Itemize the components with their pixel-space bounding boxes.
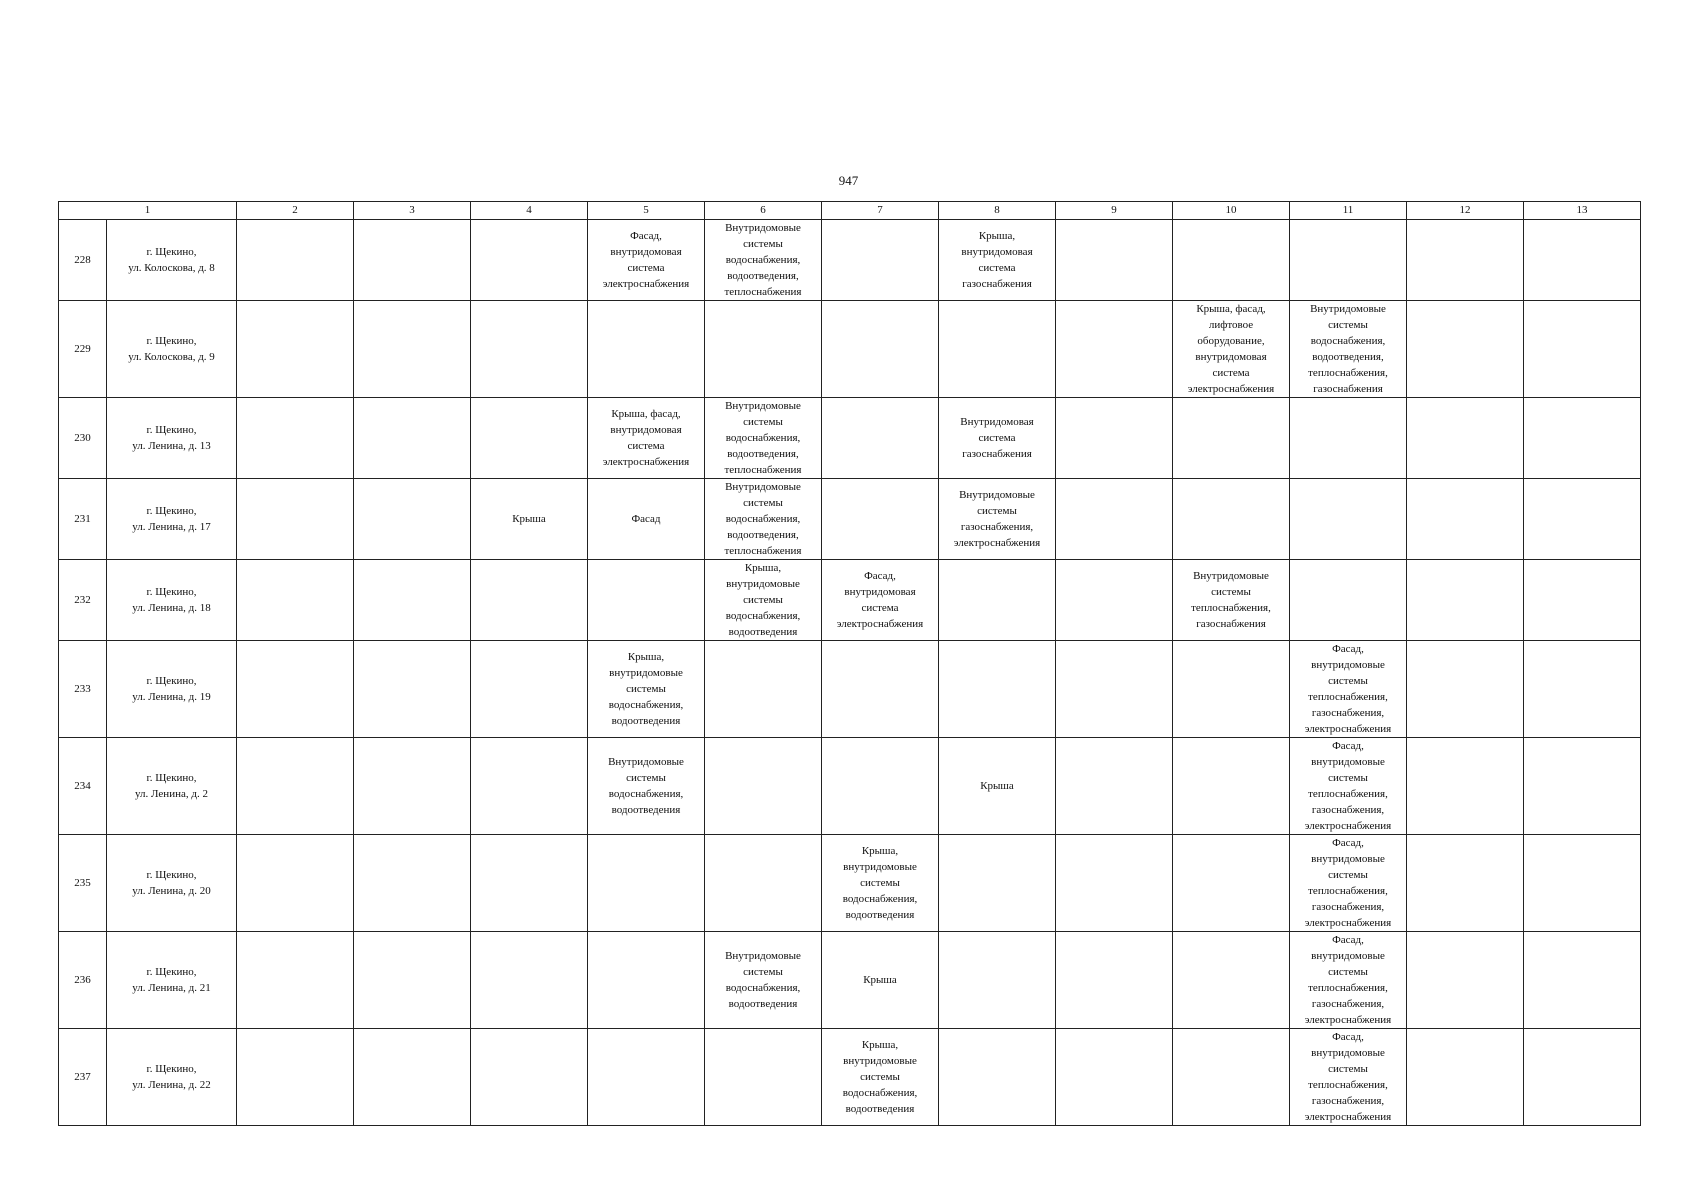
address-cell: г. Щекино, ул. Ленина, д. 19 bbox=[107, 641, 237, 738]
table-row bbox=[59, 738, 1641, 835]
work-cell-col-5 bbox=[588, 560, 705, 641]
work-cell-col-7 bbox=[822, 398, 939, 479]
work-cell-col-2 bbox=[237, 932, 354, 1029]
column-header-4: 4 bbox=[471, 202, 588, 220]
work-cell-col-12 bbox=[1407, 479, 1524, 560]
work-cell-col-8: Крыша bbox=[939, 738, 1056, 835]
work-cell-col-6: Внутридомовые системы водоснабжения, водоотведения, теплоснабжения bbox=[705, 479, 822, 560]
row-number: 234 bbox=[59, 738, 107, 835]
work-cell-col-9 bbox=[1056, 835, 1173, 932]
work-cell-col-9 bbox=[1056, 398, 1173, 479]
column-header-11: 11 bbox=[1290, 202, 1407, 220]
work-cell-col-11 bbox=[1290, 398, 1407, 479]
work-cell-col-11 bbox=[1290, 220, 1407, 301]
work-cell-col-4 bbox=[471, 560, 588, 641]
work-cell-col-5: Фасад, внутридомовая система электроснабжения bbox=[588, 220, 705, 301]
page-number: 947 bbox=[838, 173, 859, 188]
repair-schedule-table bbox=[58, 201, 1641, 1126]
work-cell-col-7: Крыша, внутридомовые системы водоснабжения, водоотведения bbox=[822, 835, 939, 932]
work-cell-col-13 bbox=[1524, 479, 1641, 560]
work-cell-col-5 bbox=[588, 932, 705, 1029]
column-header-3: 3 bbox=[354, 202, 471, 220]
work-cell-col-3 bbox=[354, 560, 471, 641]
work-cell-col-8 bbox=[939, 301, 1056, 398]
work-cell-col-11: Фасад, внутридомовые системы теплоснабжения, газоснабжения, электроснабжения bbox=[1290, 932, 1407, 1029]
work-cell-col-8 bbox=[939, 1029, 1056, 1126]
work-cell-col-3 bbox=[354, 641, 471, 738]
table-row bbox=[59, 1029, 1641, 1126]
header-row bbox=[59, 202, 1641, 220]
address-cell: г. Щекино, ул. Ленина, д. 20 bbox=[107, 835, 237, 932]
work-cell-col-10 bbox=[1173, 738, 1290, 835]
work-cell-col-2 bbox=[237, 738, 354, 835]
address-cell: г. Щекино, ул. Ленина, д. 17 bbox=[107, 479, 237, 560]
work-cell-col-3 bbox=[354, 738, 471, 835]
table-row bbox=[59, 835, 1641, 932]
address-cell: г. Щекино, ул. Ленина, д. 13 bbox=[107, 398, 237, 479]
work-cell-col-13 bbox=[1524, 932, 1641, 1029]
row-number: 236 bbox=[59, 932, 107, 1029]
work-cell-col-10 bbox=[1173, 1029, 1290, 1126]
table-row bbox=[59, 220, 1641, 301]
address-cell: г. Щекино, ул. Ленина, д. 18 bbox=[107, 560, 237, 641]
table-row bbox=[59, 932, 1641, 1029]
column-header-6: 6 bbox=[705, 202, 822, 220]
row-number: 231 bbox=[59, 479, 107, 560]
work-cell-col-13 bbox=[1524, 1029, 1641, 1126]
work-cell-col-12 bbox=[1407, 220, 1524, 301]
column-header-8: 8 bbox=[939, 202, 1056, 220]
work-cell-col-12 bbox=[1407, 560, 1524, 641]
row-number: 228 bbox=[59, 220, 107, 301]
work-cell-col-3 bbox=[354, 220, 471, 301]
work-cell-col-4 bbox=[471, 641, 588, 738]
work-cell-col-9 bbox=[1056, 220, 1173, 301]
work-cell-col-13 bbox=[1524, 738, 1641, 835]
work-cell-col-3 bbox=[354, 398, 471, 479]
work-cell-col-4 bbox=[471, 835, 588, 932]
work-cell-col-12 bbox=[1407, 1029, 1524, 1126]
work-cell-col-12 bbox=[1407, 398, 1524, 479]
work-cell-col-10 bbox=[1173, 835, 1290, 932]
work-cell-col-6 bbox=[705, 1029, 822, 1126]
work-cell-col-11: Фасад, внутридомовые системы теплоснабжения, газоснабжения, электроснабжения bbox=[1290, 738, 1407, 835]
work-cell-col-2 bbox=[237, 835, 354, 932]
work-cell-col-6: Внутридомовые системы водоснабжения, водоотведения, теплоснабжения bbox=[705, 398, 822, 479]
work-cell-col-5 bbox=[588, 1029, 705, 1126]
work-cell-col-3 bbox=[354, 479, 471, 560]
work-cell-col-2 bbox=[237, 479, 354, 560]
row-number: 230 bbox=[59, 398, 107, 479]
work-cell-col-4 bbox=[471, 220, 588, 301]
work-cell-col-13 bbox=[1524, 560, 1641, 641]
work-cell-col-7 bbox=[822, 641, 939, 738]
work-cell-col-12 bbox=[1407, 835, 1524, 932]
table-row bbox=[59, 560, 1641, 641]
work-cell-col-5: Крыша, внутридомовые системы водоснабжения, водоотведения bbox=[588, 641, 705, 738]
work-cell-col-13 bbox=[1524, 220, 1641, 301]
work-cell-col-4: Крыша bbox=[471, 479, 588, 560]
work-cell-col-7: Фасад, внутридомовая система электроснабжения bbox=[822, 560, 939, 641]
work-cell-col-8 bbox=[939, 932, 1056, 1029]
work-cell-col-12 bbox=[1407, 641, 1524, 738]
work-cell-col-3 bbox=[354, 301, 471, 398]
work-cell-col-7 bbox=[822, 301, 939, 398]
column-header-13: 13 bbox=[1524, 202, 1641, 220]
work-cell-col-7 bbox=[822, 220, 939, 301]
work-cell-col-6 bbox=[705, 301, 822, 398]
column-header-7: 7 bbox=[822, 202, 939, 220]
work-cell-col-9 bbox=[1056, 301, 1173, 398]
work-cell-col-13 bbox=[1524, 301, 1641, 398]
work-cell-col-3 bbox=[354, 932, 471, 1029]
table-header bbox=[59, 202, 1641, 220]
work-cell-col-6 bbox=[705, 835, 822, 932]
work-cell-col-8: Внутридомовые системы газоснабжения, электроснабжения bbox=[939, 479, 1056, 560]
work-cell-col-10 bbox=[1173, 479, 1290, 560]
work-cell-col-11: Фасад, внутридомовые системы теплоснабжения, газоснабжения, электроснабжения bbox=[1290, 835, 1407, 932]
work-cell-col-5: Крыша, фасад, внутридомовая система электроснабжения bbox=[588, 398, 705, 479]
address-cell: г. Щекино, ул. Ленина, д. 22 bbox=[107, 1029, 237, 1126]
work-cell-col-11: Фасад, внутридомовые системы теплоснабжения, газоснабжения, электроснабжения bbox=[1290, 641, 1407, 738]
row-number: 237 bbox=[59, 1029, 107, 1126]
work-cell-col-7 bbox=[822, 479, 939, 560]
work-cell-col-9 bbox=[1056, 932, 1173, 1029]
work-cell-col-6 bbox=[705, 738, 822, 835]
table-body bbox=[59, 220, 1641, 1126]
work-cell-col-2 bbox=[237, 560, 354, 641]
work-cell-col-7: Крыша, внутридомовые системы водоснабжения, водоотведения bbox=[822, 1029, 939, 1126]
work-cell-col-11: Внутридомовые системы водоснабжения, водоотведения, теплоснабжения, газоснабжения bbox=[1290, 301, 1407, 398]
work-cell-col-4 bbox=[471, 398, 588, 479]
work-cell-col-12 bbox=[1407, 301, 1524, 398]
work-cell-col-8 bbox=[939, 641, 1056, 738]
work-cell-col-9 bbox=[1056, 1029, 1173, 1126]
row-number: 233 bbox=[59, 641, 107, 738]
work-cell-col-9 bbox=[1056, 560, 1173, 641]
work-cell-col-7 bbox=[822, 738, 939, 835]
address-cell: г. Щекино, ул. Ленина, д. 2 bbox=[107, 738, 237, 835]
work-cell-col-6: Крыша, внутридомовые системы водоснабжения, водоотведения bbox=[705, 560, 822, 641]
work-cell-col-13 bbox=[1524, 398, 1641, 479]
work-cell-col-2 bbox=[237, 301, 354, 398]
work-cell-col-5 bbox=[588, 835, 705, 932]
work-cell-col-4 bbox=[471, 1029, 588, 1126]
work-cell-col-10 bbox=[1173, 220, 1290, 301]
column-header-12: 12 bbox=[1407, 202, 1524, 220]
work-cell-col-5 bbox=[588, 301, 705, 398]
work-cell-col-13 bbox=[1524, 641, 1641, 738]
work-cell-col-12 bbox=[1407, 738, 1524, 835]
work-cell-col-9 bbox=[1056, 738, 1173, 835]
work-cell-col-13 bbox=[1524, 835, 1641, 932]
table-row bbox=[59, 641, 1641, 738]
work-cell-col-9 bbox=[1056, 479, 1173, 560]
work-cell-col-10: Внутридомовые системы теплоснабжения, газоснабжения bbox=[1173, 560, 1290, 641]
work-cell-col-8: Внутридомовая система газоснабжения bbox=[939, 398, 1056, 479]
work-cell-col-5: Внутридомовые системы водоснабжения, водоотведения bbox=[588, 738, 705, 835]
table-row bbox=[59, 479, 1641, 560]
work-cell-col-6 bbox=[705, 641, 822, 738]
table-row bbox=[59, 301, 1641, 398]
column-header-9: 9 bbox=[1056, 202, 1173, 220]
row-number: 235 bbox=[59, 835, 107, 932]
column-header-5: 5 bbox=[588, 202, 705, 220]
work-cell-col-9 bbox=[1056, 641, 1173, 738]
work-cell-col-3 bbox=[354, 1029, 471, 1126]
work-cell-col-11: Фасад, внутридомовые системы теплоснабжения, газоснабжения, электроснабжения bbox=[1290, 1029, 1407, 1126]
column-header-1: 1 bbox=[59, 202, 237, 220]
work-cell-col-5: Фасад bbox=[588, 479, 705, 560]
work-cell-col-2 bbox=[237, 220, 354, 301]
table-row bbox=[59, 398, 1641, 479]
work-cell-col-11 bbox=[1290, 560, 1407, 641]
work-cell-col-8 bbox=[939, 560, 1056, 641]
work-cell-col-11 bbox=[1290, 479, 1407, 560]
row-number: 232 bbox=[59, 560, 107, 641]
work-cell-col-4 bbox=[471, 932, 588, 1029]
work-cell-col-7: Крыша bbox=[822, 932, 939, 1029]
address-cell: г. Щекино, ул. Колоскова, д. 9 bbox=[107, 301, 237, 398]
work-cell-col-4 bbox=[471, 738, 588, 835]
work-cell-col-10 bbox=[1173, 932, 1290, 1029]
work-cell-col-2 bbox=[237, 641, 354, 738]
work-cell-col-2 bbox=[237, 1029, 354, 1126]
work-cell-col-8: Крыша, внутридомовая система газоснабжения bbox=[939, 220, 1056, 301]
row-number: 229 bbox=[59, 301, 107, 398]
address-cell: г. Щекино, ул. Колоскова, д. 8 bbox=[107, 220, 237, 301]
work-cell-col-6: Внутридомовые системы водоснабжения, водоотведения, теплоснабжения bbox=[705, 220, 822, 301]
column-header-2: 2 bbox=[237, 202, 354, 220]
work-cell-col-8 bbox=[939, 835, 1056, 932]
work-cell-col-4 bbox=[471, 301, 588, 398]
work-cell-col-3 bbox=[354, 835, 471, 932]
work-cell-col-10 bbox=[1173, 641, 1290, 738]
work-cell-col-12 bbox=[1407, 932, 1524, 1029]
address-cell: г. Щекино, ул. Ленина, д. 21 bbox=[107, 932, 237, 1029]
work-cell-col-6: Внутридомовые системы водоснабжения, водоотведения bbox=[705, 932, 822, 1029]
work-cell-col-10: Крыша, фасад, лифтовое оборудование, внутридомовая система электроснабжения bbox=[1173, 301, 1290, 398]
work-cell-col-10 bbox=[1173, 398, 1290, 479]
column-header-10: 10 bbox=[1173, 202, 1290, 220]
work-cell-col-2 bbox=[237, 398, 354, 479]
